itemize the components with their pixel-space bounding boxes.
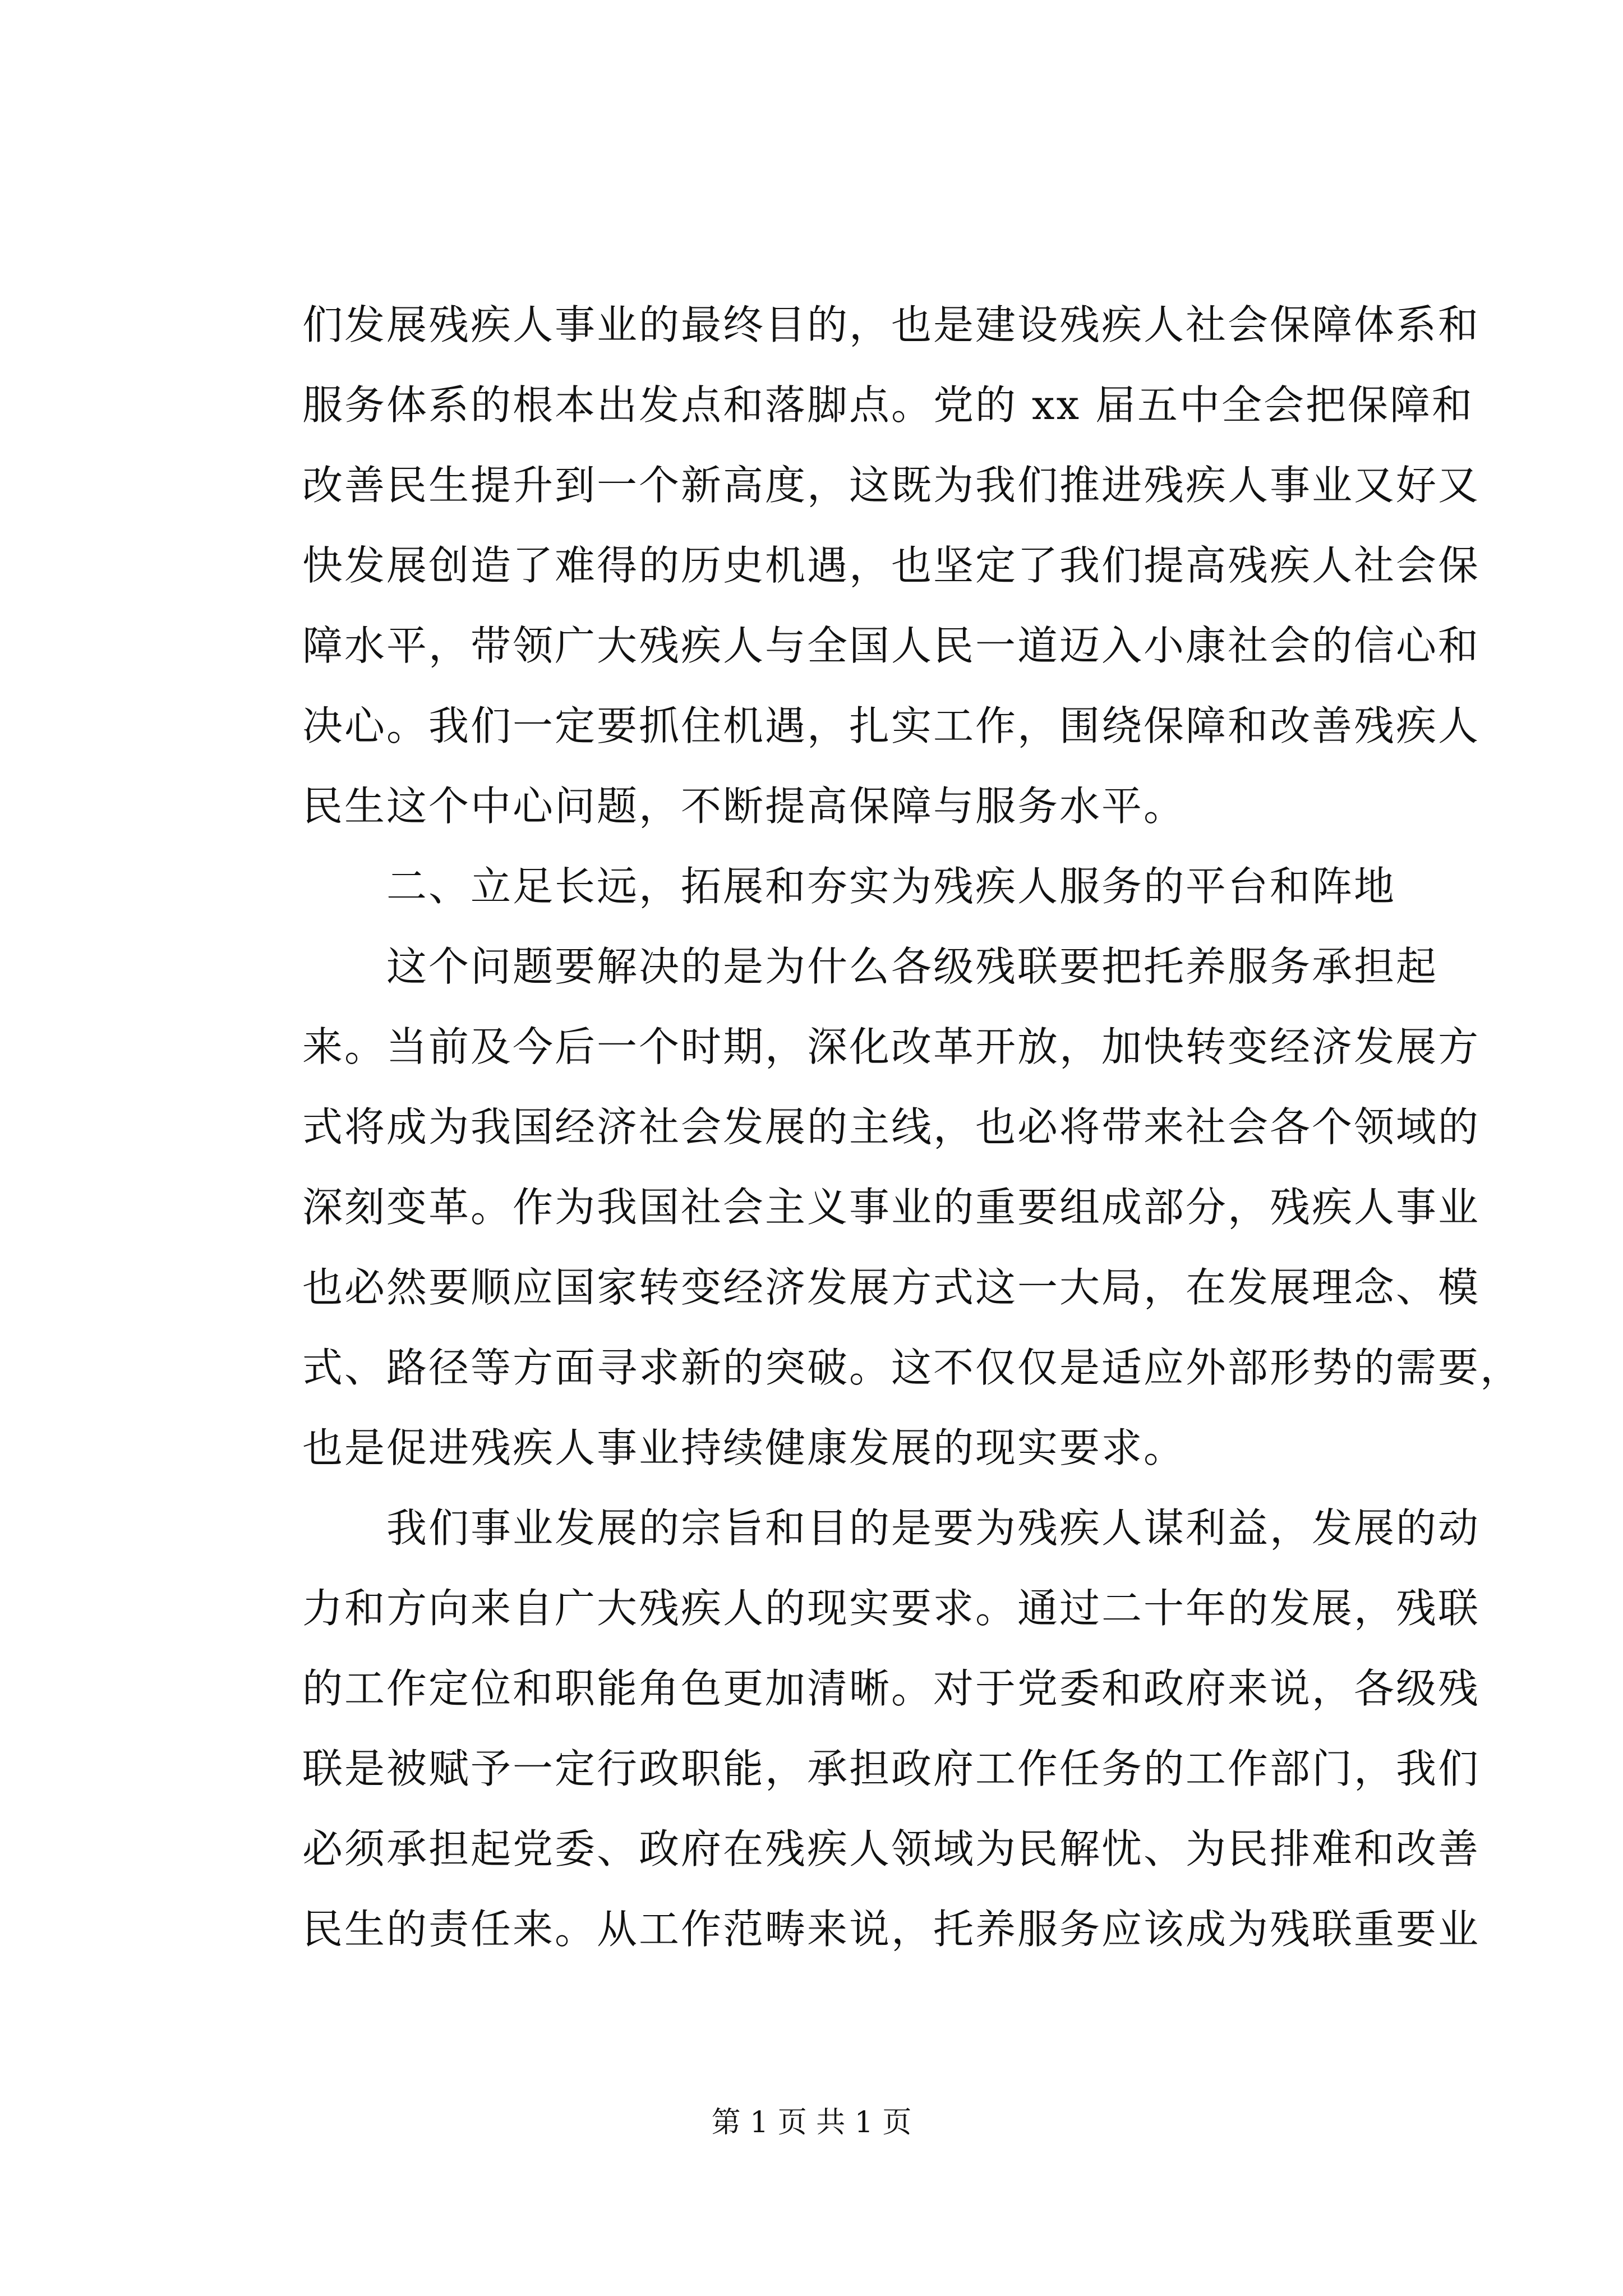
- text-line: 也必然要顺应国家转变经济发展方式这一大局，在发展理念、模: [302, 1264, 1481, 1311]
- text-line: 们发展残疾人事业的最终目的，也是建设残疾人社会保障体系和: [302, 301, 1481, 348]
- text-line: 障水平，带领广大残疾人与全国人民一道迈入小康社会的信心和: [302, 622, 1481, 669]
- text-line: 民生这个中心问题，不断提高保障与服务水平。: [302, 783, 1186, 830]
- text-line: 力和方向来自广大残疾人的现实要求。通过二十年的发展，残联: [302, 1585, 1481, 1632]
- text-line: 深刻变革。作为我国社会主义事业的重要组成部分，残疾人事业: [302, 1184, 1481, 1231]
- text-line: 也是促进残疾人事业持续健康发展的现实要求。: [302, 1424, 1186, 1471]
- text-line: 我们事业发展的宗旨和目的是要为残疾人谋利益，发展的动: [386, 1504, 1481, 1552]
- text-line: 来。当前及今后一个时期，深化改革开放，加快转变经济发展方: [302, 1023, 1481, 1070]
- text-line: 服务体系的根本出发点和落脚点。党的 xx 届五中全会把保障和: [302, 381, 1474, 429]
- text-line: 式将成为我国经济社会发展的主线，也必将带来社会各个领域的: [302, 1103, 1481, 1151]
- text-line: 决心。我们一定要抓住机遇，扎实工作，围绕保障和改善残疾人: [302, 702, 1481, 749]
- section-heading: 二、立足长远，拓展和夯实为残疾人服务的平台和阵地: [386, 863, 1396, 910]
- text-line: 快发展创造了难得的历史机遇，也坚定了我们提高残疾人社会保: [302, 542, 1481, 589]
- text-line: 式、路径等方面寻求新的突破。这不仅仅是适应外部形势的需要，: [302, 1344, 1523, 1391]
- text-line: 改善民生提升到一个新高度，这既为我们推进残疾人事业又好又: [302, 462, 1481, 509]
- text-line: 必须承担起党委、政府在残疾人领域为民解忧、为民排难和改善: [302, 1825, 1481, 1872]
- page-footer: [0, 2100, 1623, 2145]
- page-number: 第 1 页 共 1 页: [711, 2106, 912, 2139]
- text-line: 这个问题要解决的是为什么各级残联要把托养服务承担起: [386, 943, 1438, 990]
- document-body: [302, 285, 1523, 1970]
- text-line: 民生的责任来。从工作范畴来说，托养服务应该成为残联重要业: [302, 1906, 1481, 1953]
- text-line: 的工作定位和职能角色更加清晰。对于党委和政府来说，各级残: [302, 1665, 1481, 1712]
- text-line: 联是被赋予一定行政职能，承担政府工作任务的工作部门，我们: [302, 1745, 1481, 1792]
